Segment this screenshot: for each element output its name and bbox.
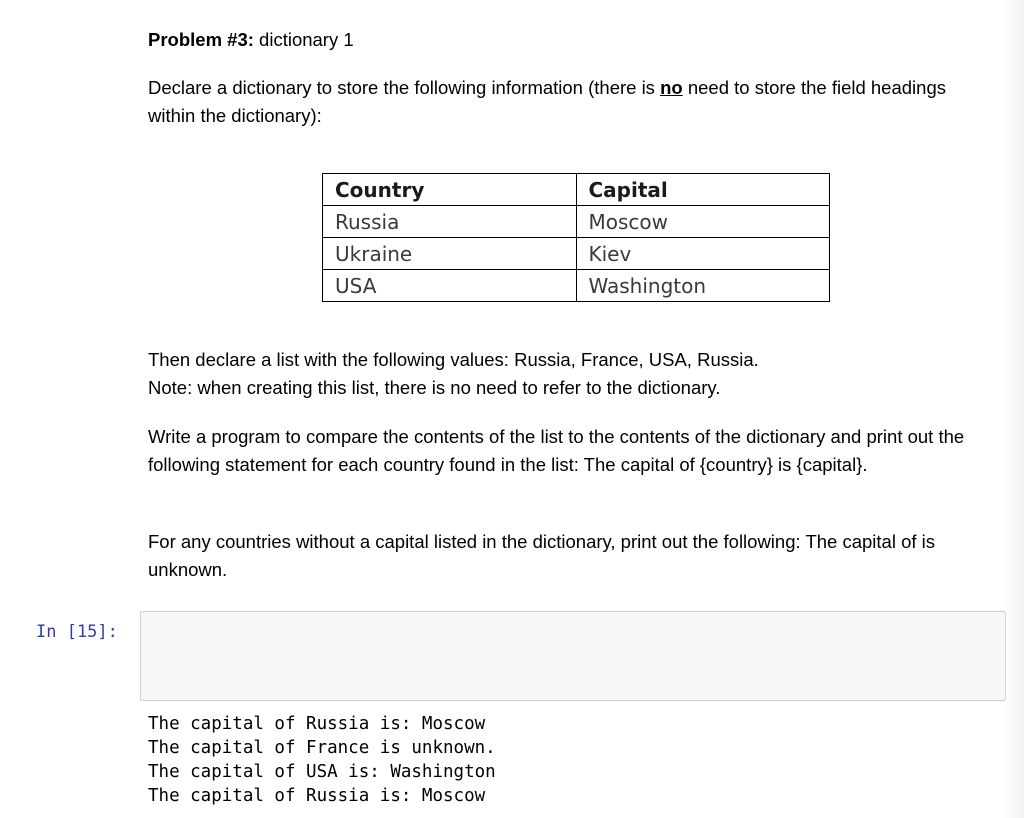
cell-capital: Moscow xyxy=(576,206,830,238)
code-cell-input[interactable] xyxy=(140,611,1006,701)
program-instruction-text: Write a program to compare the contents of the list to the contents of the dictionary and print out the following statement for each country found in the list: The capital of {country} is {capital}. xyxy=(148,426,965,475)
cell-country: Russia xyxy=(323,206,577,238)
output-line: The capital of Russia is: Moscow xyxy=(148,786,486,806)
output-line: The capital of Russia is: Moscow xyxy=(148,714,486,734)
cell-capital: Washington xyxy=(576,270,830,302)
cell-prompt: In [15]: xyxy=(36,622,118,642)
header-capital: Capital xyxy=(576,174,830,206)
country-capital-table xyxy=(322,173,830,302)
scroll-edge-shade xyxy=(1002,0,1024,818)
unknown-instructions xyxy=(148,528,998,584)
problem-title: dictionary 1 xyxy=(253,29,354,50)
unknown-instruction-text: For any countries without a capital listed in the dictionary, print out the following: The capital of is unknown. xyxy=(148,531,936,580)
intro-emphasis: no xyxy=(660,77,683,98)
header-country: Country xyxy=(323,174,577,206)
intro-text-after: need to store the field headings within the dictionary): xyxy=(148,77,946,126)
table-header-row xyxy=(323,174,830,206)
cell-output xyxy=(148,712,496,808)
table-row xyxy=(323,238,830,270)
problem-label: Problem #3: xyxy=(148,29,254,50)
cell-country: Ukraine xyxy=(323,238,577,270)
program-instructions xyxy=(148,423,998,479)
cell-capital: Kiev xyxy=(576,238,830,270)
cell-country: USA xyxy=(323,270,577,302)
table-row xyxy=(323,270,830,302)
intro-text-before: Declare a dictionary to store the following information (there is xyxy=(148,77,661,98)
list-note-line: Note: when creating this list, there is no need to refer to the dictionary. xyxy=(148,377,721,398)
output-line: The capital of USA is: Washington xyxy=(148,762,496,782)
table-row xyxy=(323,206,830,238)
list-instructions xyxy=(148,346,998,402)
list-instruction-line: Then declare a list with the following values: Russia, France, USA, Russia. xyxy=(148,349,759,370)
problem-heading xyxy=(148,26,998,54)
output-line: The capital of France is unknown. xyxy=(148,738,496,758)
intro-paragraph xyxy=(148,74,998,130)
